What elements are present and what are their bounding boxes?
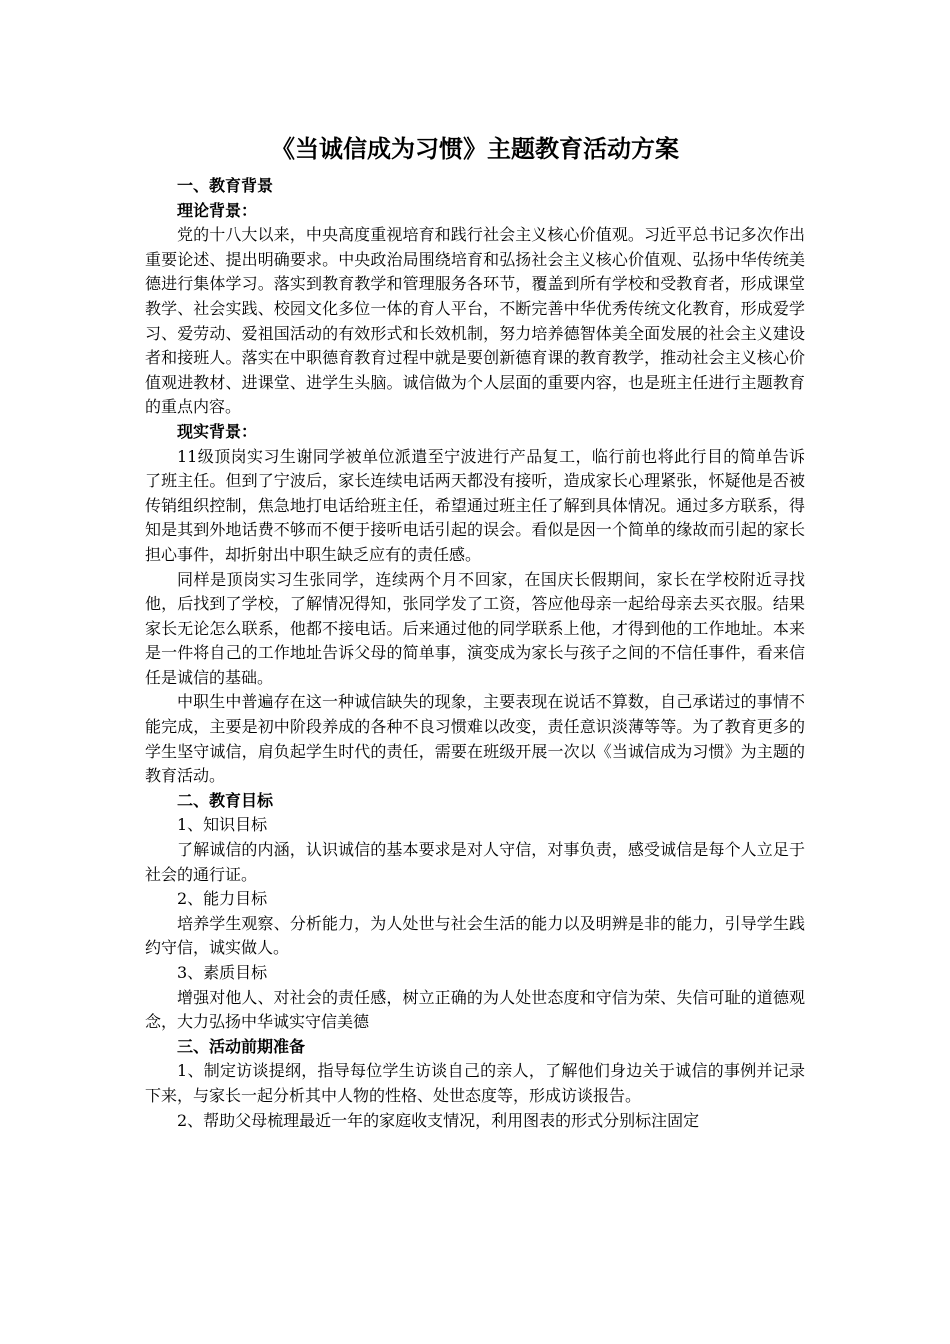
- section-heading: 一、教育背景: [177, 176, 274, 195]
- list-item-label: 1、知识目标: [177, 815, 268, 835]
- document-title: 《当诚信成为习惯》主题教育活动方案: [271, 135, 679, 163]
- body-paragraph: 了解诚信的内涵，认识诚信的基本要求是对人守信，对事负责，感受诚信是每个人立足于社会的通行证。: [145, 840, 805, 884]
- subsection-heading: 理论背景：: [177, 200, 258, 220]
- body-paragraph: 11级顶岗实习生谢同学被单位派遣至宁波进行产品复工，临行前也将此行目的简单告诉了班主任。但到了宁波后，家长连续电话两天都没有接听，造成家长心理紧张，怀疑他是否被传销组织控制，焦急地打电话给班主任，希望通过班主任了解到具体情况。通过多方联系，得知是其到外地话费不够而不便于接听电话引起的误会。看似是因一个简单的缘故而引起的家长担心事件，却折射出中职生缺乏应有的责任感。: [145, 446, 805, 564]
- subsection-heading: 现实背景：: [177, 421, 258, 441]
- list-item-label: 3、素质目标: [177, 963, 268, 982]
- body-paragraph: 2、帮助父母梳理最近一年的家庭收支情况，利用图表的形式分别标注固定: [177, 1110, 700, 1130]
- body-paragraph: 中职生中普遍存在这一种诚信缺失的现象，主要表现在说话不算数，自己承诺过的事情不能完成，主要是初中阶段养成的各种不良习惯难以改变，责任意识淡薄等等。为了教育更多的学生坚守诚信，肩负起学生时代的责任，需要在班级开展一次以《当诚信成为习惯》为主题的教育活动。: [145, 692, 805, 786]
- list-item-label: 2、能力目标: [177, 889, 268, 909]
- body-paragraph: 增强对他人、对社会的责任感，树立正确的为人处世态度和守信为荣、失信可耻的道德观念，大力弘扬中华诚实守信美德: [145, 987, 805, 1032]
- body-paragraph: 同样是顶岗实习生张同学，连续两个月不回家，在国庆长假期间，家长在学校附近寻找他，后找到了学校，了解情况得知，张同学发了工资，答应他母亲一起给母亲去买衣服。结果家长无论怎么联系，他都不接电话。后来通过他的同学联系上他，才得到他的工作地址。本来是一件将自己的工作地址告诉父母的简单事，演变成为家长与孩子之间的不信任事件，看来信任是诚信的基础。: [145, 569, 805, 687]
- body-paragraph: 党的十八大以来，中央高度重视培育和践行社会主义核心价值观。习近平总书记多次作出重要论述、提出明确要求。中央政治局围绕培育和弘扬社会主义核心价值观、弘扬中华传统美德进行集体学习。落实到教育教学和管理服务各环节，覆盖到所有学校和受教育者，形成课堂教学、社会实践、校园文化多位一体的育人平台，不断完善中华优秀传统文化教育，形成爱学习、爱劳动、爱祖国活动的有效形式和长效机制，努力培养德智体美全面发展的社会主义建设者和接班人。落实在中职德育教育过程中就是要创新德育课的教育教学，推动社会主义核心价值观进教材、进课堂、进学生头脑。诚信做为个人层面的重要内容，也是班主任进行主题教育的重点内容。: [145, 225, 805, 417]
- body-paragraph: 培养学生观察、分析能力，为人处世与社会生活的能力以及明辨是非的能力，引导学生践约守信，诚实做人。: [145, 913, 805, 958]
- section-heading: 二、教育目标: [177, 790, 274, 810]
- document-page: [145, 130, 805, 1133]
- section-heading: 三、活动前期准备: [177, 1036, 306, 1056]
- body-paragraph: 1、制定访谈提纲，指导每位学生访谈自己的亲人，了解他们身边关于诚信的事例并记录下来，与家长一起分析其中人物的性格、处世态度等，形成访谈报告。: [145, 1061, 805, 1105]
